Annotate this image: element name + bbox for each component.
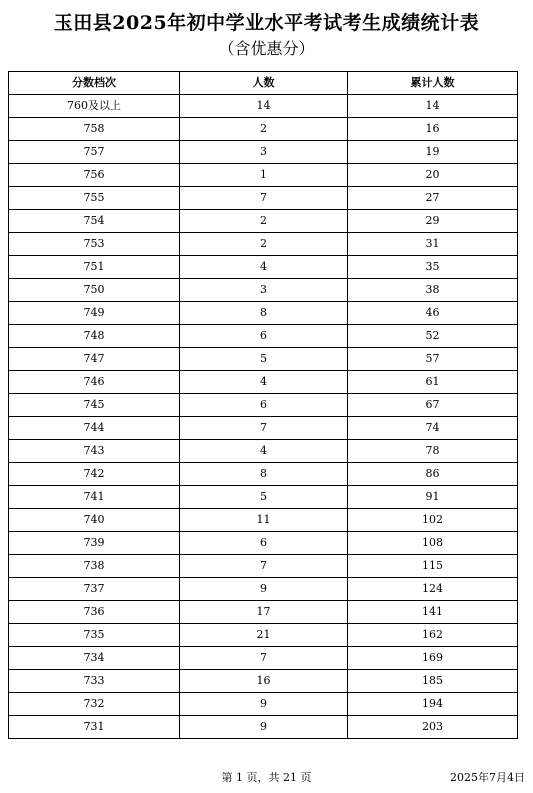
cell-count: 16	[180, 670, 348, 693]
cell-count: 6	[180, 532, 348, 555]
cell-cumulative-count: 14	[348, 95, 518, 118]
table-row	[9, 141, 518, 164]
table-row	[9, 463, 518, 486]
document-title: 玉田县2025年初中学业水平考试考生成绩统计表	[53, 12, 480, 34]
cell-count: 5	[180, 486, 348, 509]
cell-cumulative-count: 61	[348, 371, 518, 394]
cell-count: 1	[180, 164, 348, 187]
table-row	[9, 624, 518, 647]
table-row	[9, 233, 518, 256]
cell-score-level: 748	[9, 325, 180, 348]
cell-count: 6	[180, 394, 348, 417]
header-cumulative-count: 累计人数	[348, 72, 518, 95]
header-score-level: 分数档次	[9, 72, 180, 95]
cell-score-level: 737	[9, 578, 180, 601]
table-row	[9, 325, 518, 348]
cell-count: 14	[180, 95, 348, 118]
cell-count: 9	[180, 578, 348, 601]
cell-score-level: 744	[9, 417, 180, 440]
cell-cumulative-count: 35	[348, 256, 518, 279]
cell-score-level: 738	[9, 555, 180, 578]
cell-count: 8	[180, 302, 348, 325]
table-row	[9, 693, 518, 716]
table-row	[9, 164, 518, 187]
cell-count: 5	[180, 348, 348, 371]
table-row	[9, 417, 518, 440]
cell-cumulative-count: 115	[348, 555, 518, 578]
document-subtitle: （含优惠分）	[218, 39, 315, 58]
cell-count: 3	[180, 141, 348, 164]
cell-score-level: 734	[9, 647, 180, 670]
cell-cumulative-count: 169	[348, 647, 518, 670]
cell-score-level: 742	[9, 463, 180, 486]
table-row	[9, 95, 518, 118]
cell-score-level: 760及以上	[9, 95, 180, 118]
cell-count: 9	[180, 693, 348, 716]
cell-score-level: 758	[9, 118, 180, 141]
table-row	[9, 256, 518, 279]
cell-cumulative-count: 20	[348, 164, 518, 187]
cell-score-level: 757	[9, 141, 180, 164]
table-row	[9, 302, 518, 325]
cell-score-level: 743	[9, 440, 180, 463]
cell-cumulative-count: 38	[348, 279, 518, 302]
table-row	[9, 509, 518, 532]
header-count: 人数	[180, 72, 348, 95]
table-row	[9, 486, 518, 509]
cell-cumulative-count: 19	[348, 141, 518, 164]
page-number: 第 1 页，共 21 页	[221, 771, 312, 784]
table-row	[9, 670, 518, 693]
table-row	[9, 371, 518, 394]
cell-score-level: 731	[9, 716, 180, 739]
cell-cumulative-count: 52	[348, 325, 518, 348]
cell-score-level: 739	[9, 532, 180, 555]
table-row	[9, 601, 518, 624]
cell-cumulative-count: 203	[348, 716, 518, 739]
table-row	[9, 555, 518, 578]
cell-score-level: 741	[9, 486, 180, 509]
document-date: 2025年7月4日	[450, 771, 525, 784]
cell-score-level: 753	[9, 233, 180, 256]
cell-count: 8	[180, 463, 348, 486]
cell-count: 7	[180, 555, 348, 578]
cell-score-level: 746	[9, 371, 180, 394]
table-body	[9, 95, 518, 739]
cell-count: 21	[180, 624, 348, 647]
cell-count: 2	[180, 118, 348, 141]
cell-cumulative-count: 102	[348, 509, 518, 532]
cell-cumulative-count: 91	[348, 486, 518, 509]
cell-cumulative-count: 141	[348, 601, 518, 624]
cell-cumulative-count: 57	[348, 348, 518, 371]
cell-score-level: 747	[9, 348, 180, 371]
cell-score-level: 732	[9, 693, 180, 716]
cell-count: 9	[180, 716, 348, 739]
cell-cumulative-count: 31	[348, 233, 518, 256]
cell-cumulative-count: 27	[348, 187, 518, 210]
table-row	[9, 279, 518, 302]
cell-count: 4	[180, 440, 348, 463]
table-row	[9, 118, 518, 141]
cell-cumulative-count: 46	[348, 302, 518, 325]
cell-cumulative-count: 185	[348, 670, 518, 693]
cell-cumulative-count: 29	[348, 210, 518, 233]
table-row	[9, 532, 518, 555]
cell-count: 4	[180, 371, 348, 394]
table-row	[9, 716, 518, 739]
cell-count: 7	[180, 417, 348, 440]
cell-count: 7	[180, 647, 348, 670]
table-row	[9, 210, 518, 233]
cell-score-level: 751	[9, 256, 180, 279]
cell-score-level: 754	[9, 210, 180, 233]
cell-count: 3	[180, 279, 348, 302]
table-row	[9, 187, 518, 210]
cell-cumulative-count: 67	[348, 394, 518, 417]
table-row	[9, 394, 518, 417]
cell-score-level: 749	[9, 302, 180, 325]
cell-score-level: 733	[9, 670, 180, 693]
cell-cumulative-count: 124	[348, 578, 518, 601]
cell-count: 6	[180, 325, 348, 348]
cell-score-level: 745	[9, 394, 180, 417]
cell-score-level: 740	[9, 509, 180, 532]
cell-cumulative-count: 86	[348, 463, 518, 486]
cell-count: 17	[180, 601, 348, 624]
cell-score-level: 735	[9, 624, 180, 647]
cell-count: 2	[180, 210, 348, 233]
cell-count: 7	[180, 187, 348, 210]
table-row	[9, 647, 518, 670]
cell-score-level: 756	[9, 164, 180, 187]
cell-cumulative-count: 74	[348, 417, 518, 440]
table-header-row	[9, 72, 518, 95]
cell-cumulative-count: 194	[348, 693, 518, 716]
cell-score-level: 755	[9, 187, 180, 210]
cell-cumulative-count: 16	[348, 118, 518, 141]
cell-cumulative-count: 108	[348, 532, 518, 555]
cell-count: 2	[180, 233, 348, 256]
cell-cumulative-count: 78	[348, 440, 518, 463]
cell-score-level: 750	[9, 279, 180, 302]
table-row	[9, 578, 518, 601]
score-table	[8, 71, 518, 739]
cell-count: 4	[180, 256, 348, 279]
table-row	[9, 348, 518, 371]
cell-score-level: 736	[9, 601, 180, 624]
cell-count: 11	[180, 509, 348, 532]
cell-cumulative-count: 162	[348, 624, 518, 647]
table-row	[9, 440, 518, 463]
